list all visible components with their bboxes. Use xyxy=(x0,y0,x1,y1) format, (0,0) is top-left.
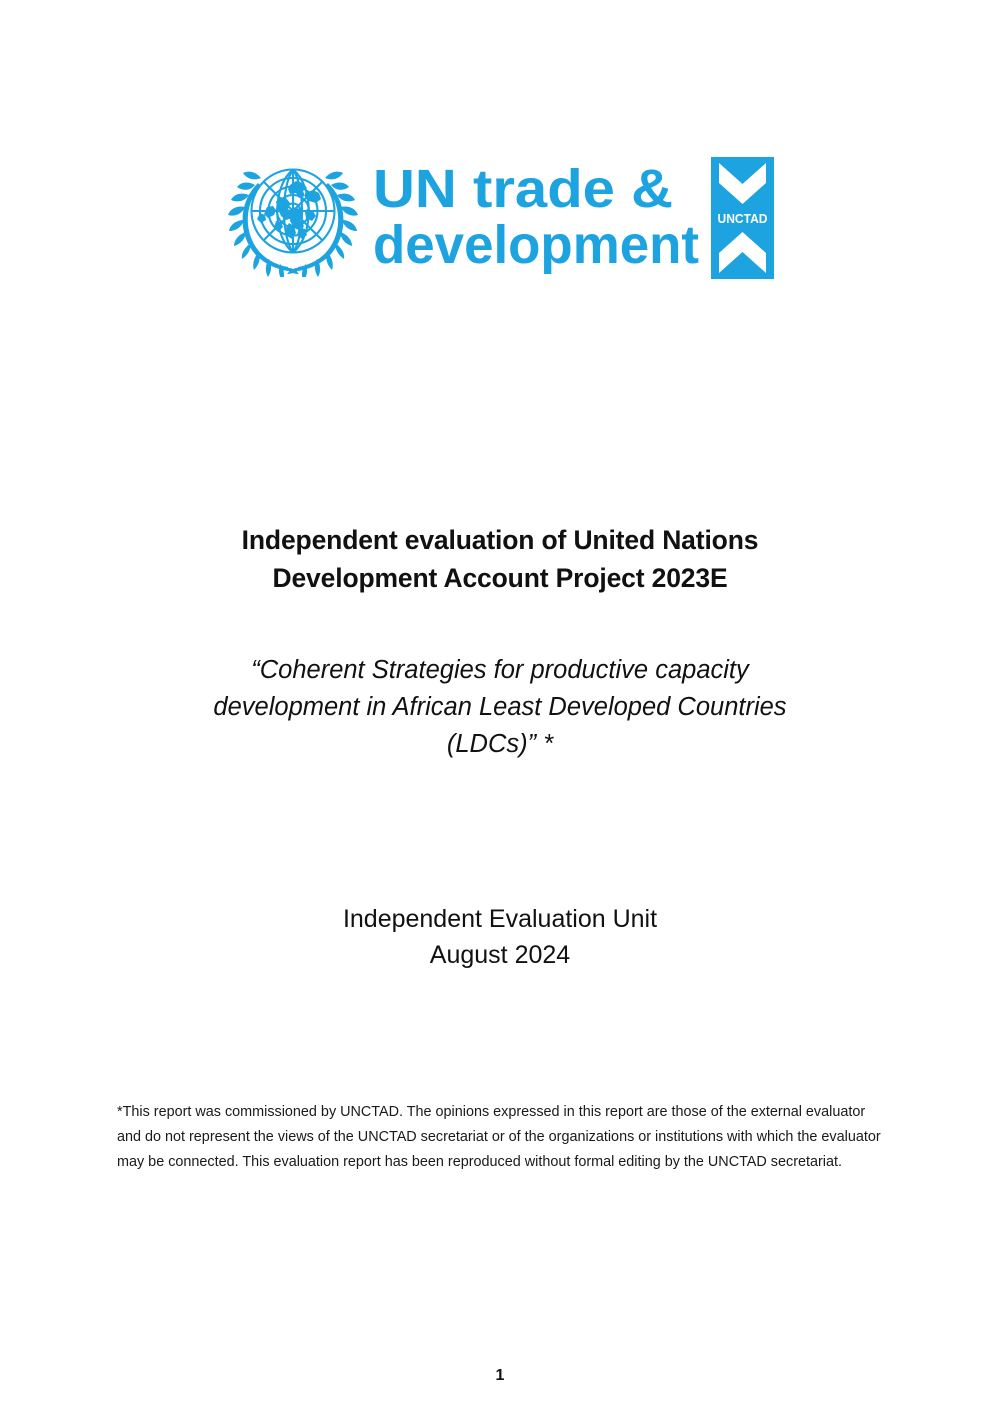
wordmark-line-1: UN trade & xyxy=(372,159,673,219)
unctad-logo xyxy=(0,155,1000,279)
unctad-badge-icon xyxy=(711,157,774,279)
page-number: 1 xyxy=(495,1367,505,1384)
evaluation-unit-name: Independent Evaluation Unit xyxy=(342,905,658,933)
un-trade-development-wordmark xyxy=(373,157,703,275)
subtitle-line-3: (LDCs)” * xyxy=(446,730,554,759)
publisher-block xyxy=(150,902,850,973)
page-subtitle xyxy=(110,652,890,764)
wordmark-line-2: development xyxy=(372,215,699,275)
title-line-2: Development Account Project 2023E xyxy=(272,562,728,593)
page-title xyxy=(130,522,870,597)
logo-inner xyxy=(227,155,774,279)
subtitle-line-2: development in African Least Developed Countries xyxy=(213,693,787,722)
title-line-1: Independent evaluation of United Nations xyxy=(241,525,759,555)
unctad-badge-label: UNCTAD xyxy=(717,211,767,226)
publication-date: August 2024 xyxy=(429,940,571,969)
footnote-text: *This report was commissioned by UNCTAD. The opinions expressed in this report are those of the external evaluator and do not represent the views of the UNCTAD secretariat or of the organizations or institutions with which the evaluator may be connected. This evaluation report has been reproduced without formal editing by the UNCTAD secretariat. xyxy=(117,1104,881,1171)
wordmark-wrap xyxy=(373,155,774,279)
subtitle-line-1: “Coherent Strategies for productive capacity xyxy=(251,656,749,684)
un-emblem-icon xyxy=(227,155,359,277)
footnote xyxy=(117,1100,883,1176)
